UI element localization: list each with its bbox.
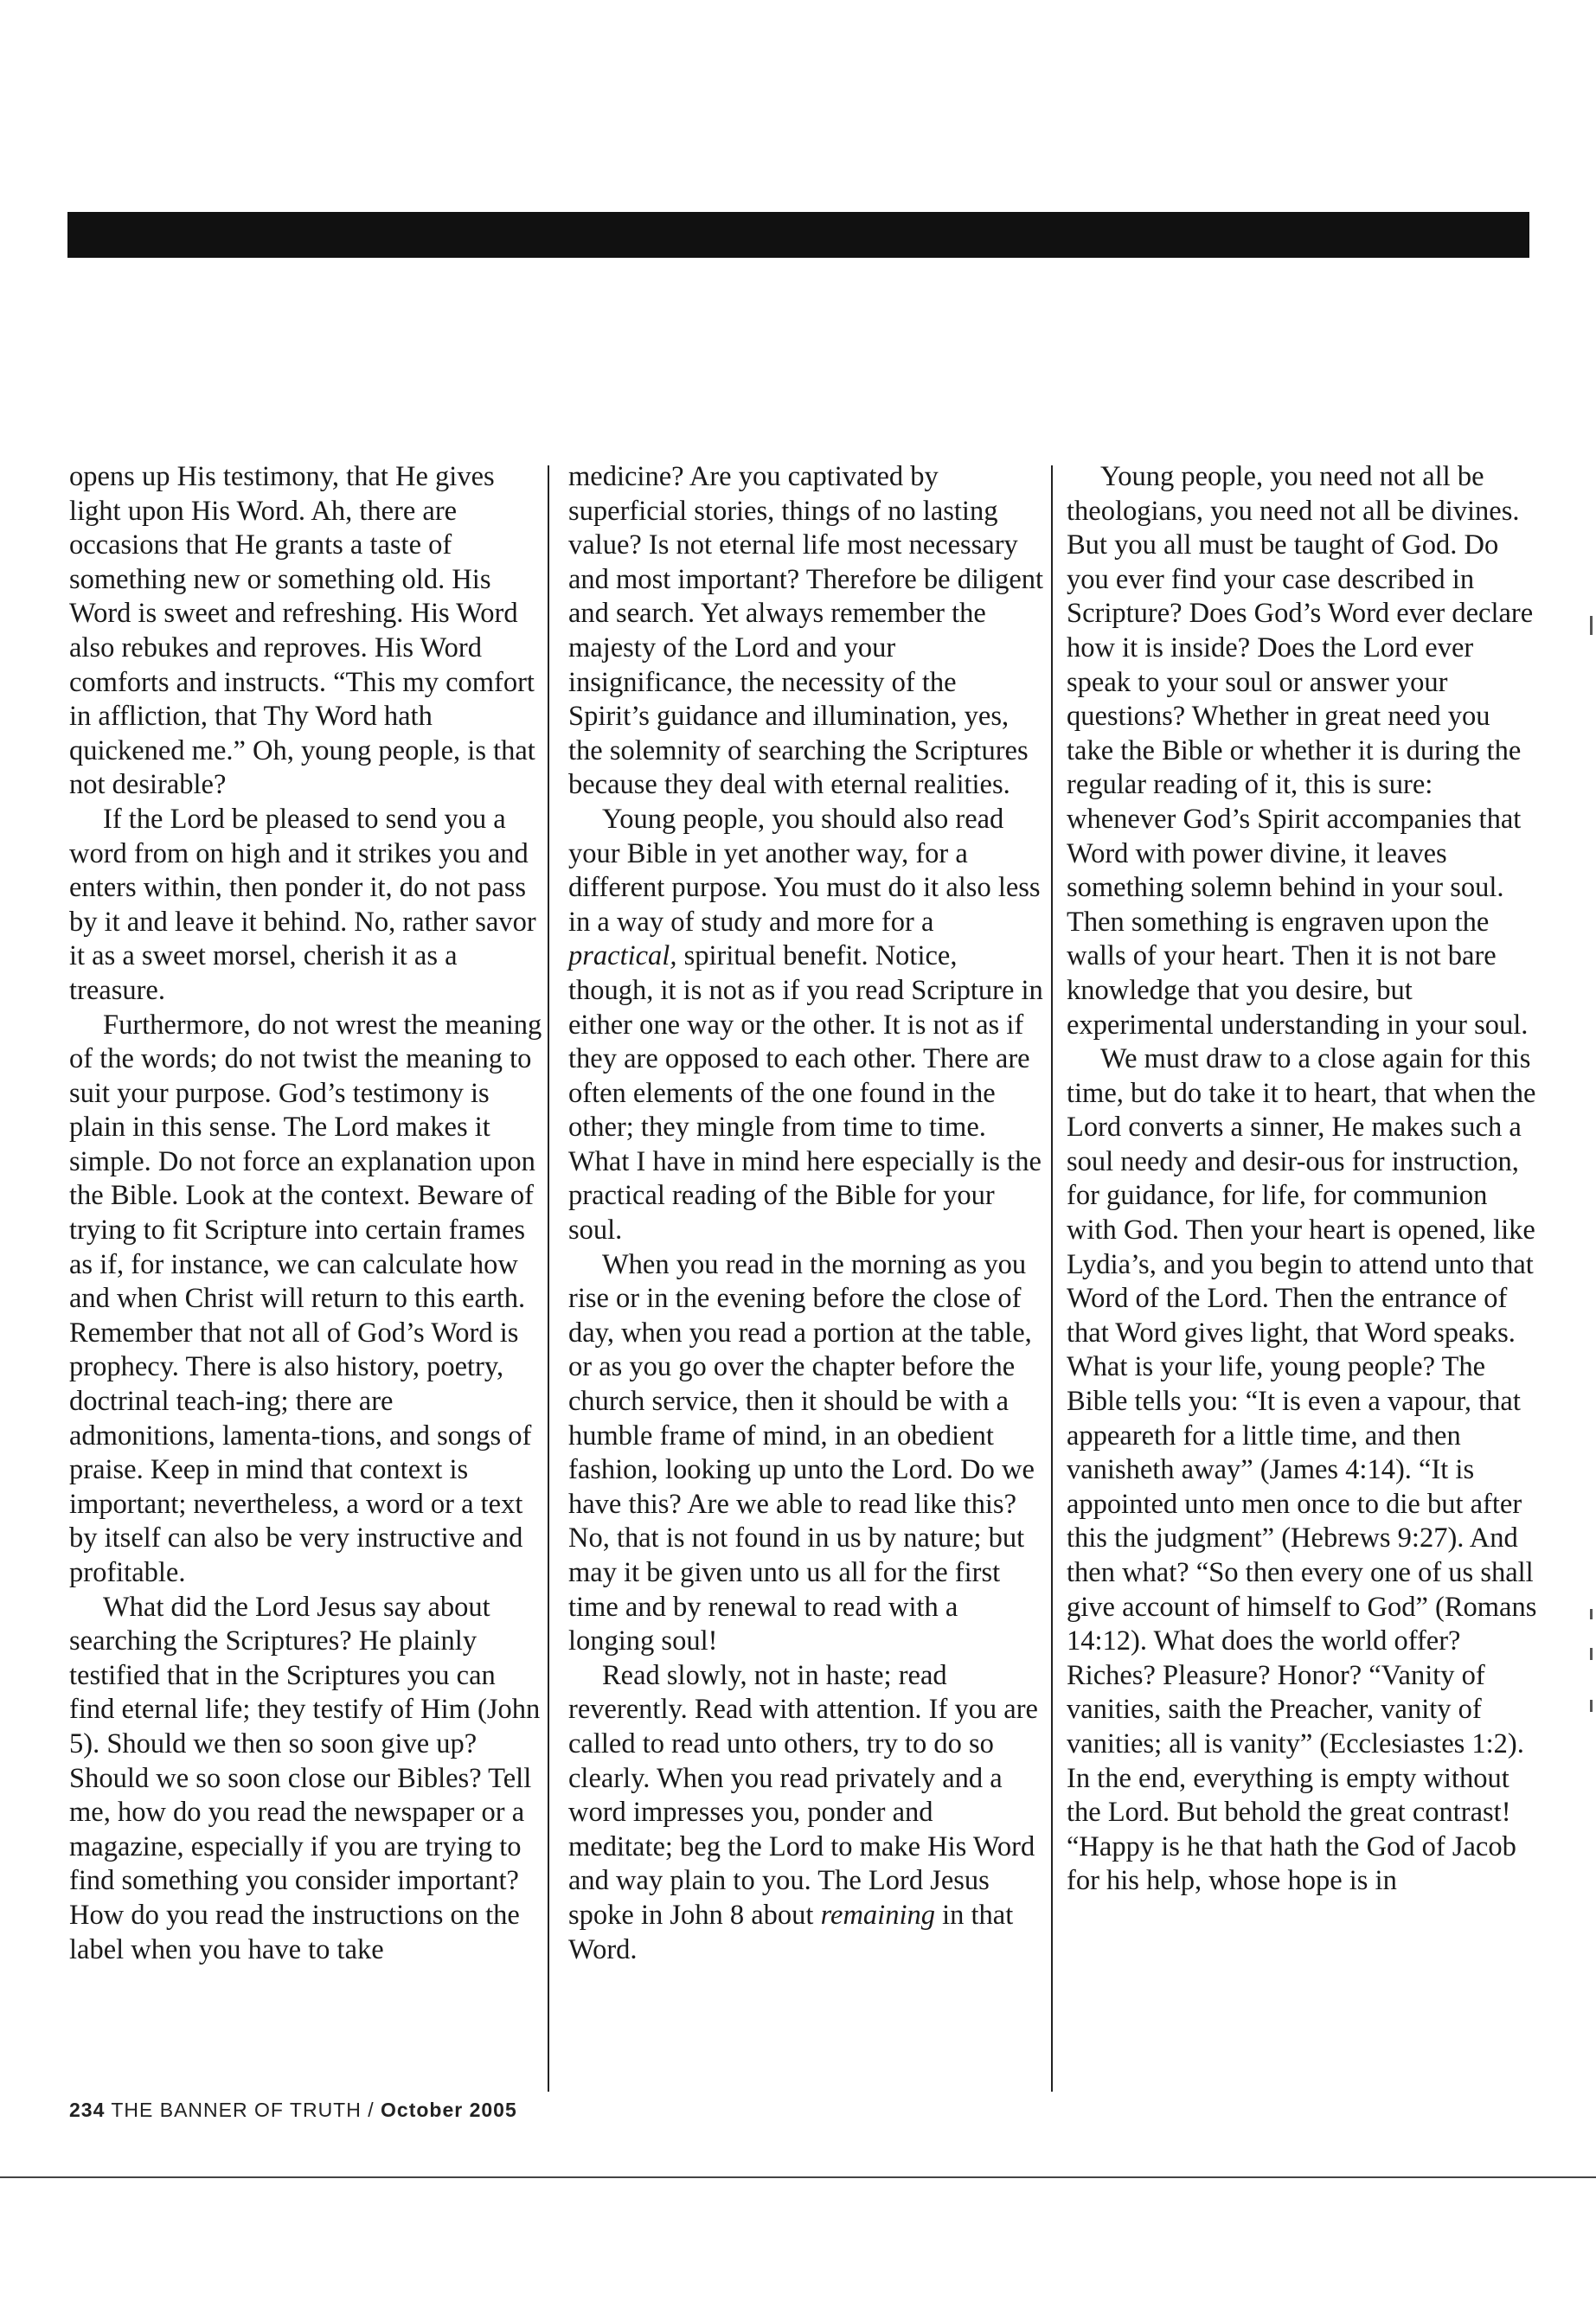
bottom-rule bbox=[0, 2176, 1596, 2178]
paragraph-text: spiritual benefit. Notice, though, it is not as if you read Scripture in either one way or the other. It is not as if they are opposed to each other. There are often elements of the one found in the other; they mingle from time to time. What I have in mind here especially is the practical reading of the Bible for your soul. bbox=[568, 940, 1043, 1247]
edge-mark bbox=[1590, 1700, 1593, 1712]
footer-separator: / bbox=[368, 2099, 375, 2121]
paragraph: We must draw to a close again for this time, but do take it to heart, that when the Lord converts a sinner, He makes such a soul needy and desir-ous for instruction, for guidance, for life, for communion with God. Then your heart is opened, like Lydia’s, and you begin to attend unto that Word of the Lord. Then the entrance of that Word gives light, that Word speaks. What is your life, young people? The Bible tells you: “It is even a vapour, that appeareth for a little time, and then vanisheth away” (James 4:14). “It is appointed unto men once to die but after this the judgment” (Hebrews 9:27). And then what? “So then every one of us shall give account of himself to God” (Romans 14:12). What does the world offer? Riches? Pleasure? Honor? “Vanity of vanities, saith the Preacher, vanity of vanities; all is vanity” (Ecclesiastes 1:2). In the end, everything is empty without the Lord. But behold the great contrast! “Happy is he that hath the God of Jacob for his help, whose hope is in bbox=[1067, 1043, 1537, 1897]
text-column-2 bbox=[568, 460, 1044, 1967]
text-column-1 bbox=[69, 460, 545, 1967]
issue-date: October 2005 bbox=[381, 2099, 517, 2121]
paragraph: If the Lord be pleased to send you a word from on high and it strikes you and enters within, then ponder it, do not pass by it and leave it behind. No, rather savor it as a sweet morsel, cherish it as a treasure. bbox=[69, 803, 536, 1006]
emphasis: remaining bbox=[820, 1899, 935, 1931]
publication-title: THE BANNER OF TRUTH bbox=[111, 2099, 362, 2121]
text-column-3 bbox=[1067, 460, 1542, 1899]
paragraph bbox=[568, 1659, 1044, 1967]
paragraph-text: in that Word. bbox=[568, 1899, 1014, 1965]
paragraph: When you read in the morning as you rise or in the evening before the close of day, when you read a portion at the table, or as you go over the chapter before the church service, then it should be with a humble frame of mind, in an obedient fashion, looking up unto the Lord. Do we have this? Are we able to read like this? No, that is not found in us by nature; but may it be given unto us all for the first time and by renewal to read with a longing soul! bbox=[568, 1248, 1035, 1657]
page-footer bbox=[69, 2099, 517, 2122]
paragraph: Young people, you need not all be theologians, you need not all be divines. But you all must be taught of God. Do you ever find your case described in Scripture? Does God’s Word ever declare how it is inside? Does the Lord ever speak to your soul or answer your questions? Whether in great need you take the Bible or whether it is during the regular reading of it, this is sure: whenever God’s Spirit accompanies that Word with power divine, it leaves something solemn behind in your soul. Then something is engraven upon the walls of your heart. Then it is not bare knowledge that you desire, but experimental understanding in your soul. bbox=[1067, 461, 1534, 1041]
column-divider bbox=[548, 465, 549, 2092]
header-bar bbox=[67, 212, 1529, 258]
paragraph: medicine? Are you captivated by superficial stories, things of no lasting value? Is not eternal life most necessary and most important? Therefore be diligent and search. Yet always remember the majesty of the Lord and your insignificance, the necessity of the Spirit’s guidance and illumination, yes, the solemnity of searching the Scriptures because they deal with eternal realities. bbox=[568, 461, 1044, 801]
paragraph-text: Read slowly, not in haste; read reverently. Read with attention. If you are called to read unto others, try to do so clearly. When you read privately and a word impresses you, ponder and meditate; beg the Lord to make His Word and way plain to you. The Lord Jesus spoke in John 8 about bbox=[568, 1659, 1038, 1931]
paragraph: What did the Lord Jesus say about searching the Scriptures? He plainly testified that in the Scriptures you can find eternal life; they testify of Him (John 5). Should we then so soon give up? Should we so soon close our Bibles? Tell me, how do you read the newspaper or a magazine, especially if you are trying to find something you consider important? How do you read the instructions on the label when you have to take bbox=[69, 1591, 541, 1965]
paragraph: opens up His testimony, that He gives light upon His Word. Ah, there are occasions that He grants a taste of something new or something old. His Word is sweet and refreshing. His Word also rebukes and reproves. His Word comforts and instructs. “This my comfort in affliction, that Thy Word hath quickened me.” Oh, young people, is that not desirable? bbox=[69, 461, 535, 801]
paragraph: Furthermore, do not wrest the meaning of the words; do not twist the meaning to suit your purpose. God’s testimony is plain in this sense. The Lord makes it simple. Do not force an explanation upon the Bible. Look at the context. Beware of trying to fit Scripture into certain frames as if, for instance, we can calculate how and when Christ will return to this earth. Remember that not all of God’s Word is prophecy. There is also history, poetry, doctrinal teach-ing; there are admonitions, lamenta-tions, and songs of praise. Keep in mind that context is important; nevertheless, a word or a text by itself can also be very instructive and profitable. bbox=[69, 1009, 542, 1588]
paragraph bbox=[568, 803, 1044, 1248]
column-divider bbox=[1051, 465, 1053, 2092]
edge-mark bbox=[1590, 616, 1593, 635]
edge-mark bbox=[1590, 1648, 1593, 1660]
emphasis: practical, bbox=[568, 940, 677, 972]
page-number: 234 bbox=[69, 2099, 106, 2121]
paragraph-text: Young people, you should also read your Bible in yet another way, for a different purpose. You must do it also less in a way of study and more for a bbox=[568, 803, 1041, 938]
edge-mark bbox=[1590, 1609, 1593, 1619]
